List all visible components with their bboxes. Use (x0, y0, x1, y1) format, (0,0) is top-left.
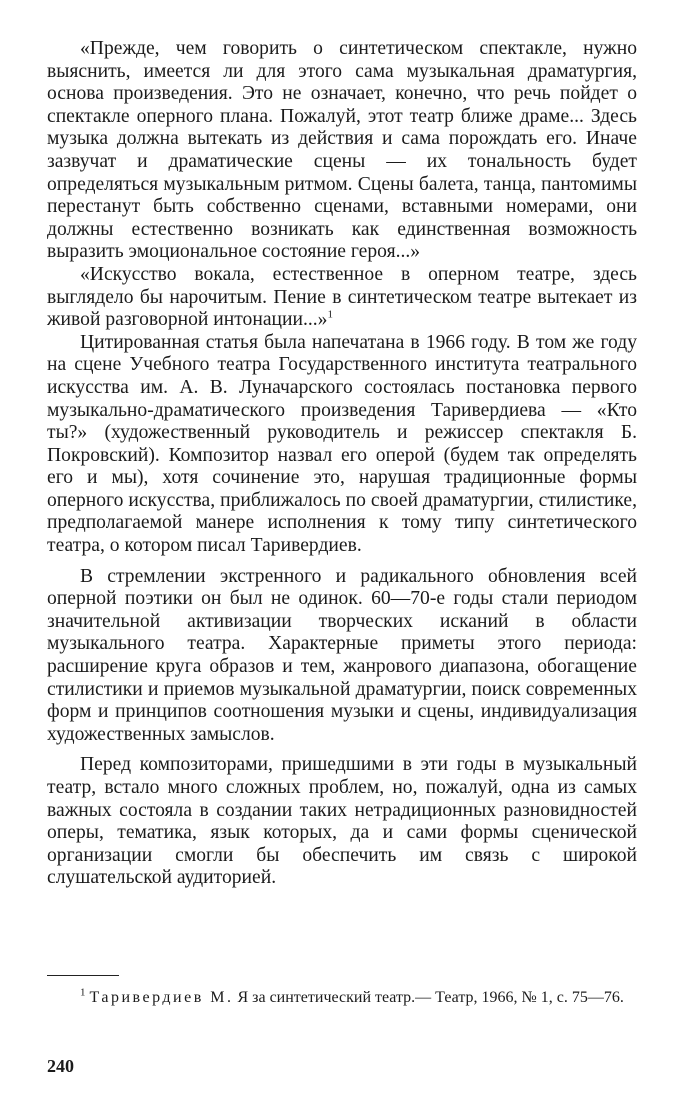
quote-paragraph-2 (47, 264, 637, 332)
body-paragraph-3: Перед композиторами, пришедшими в эти годы в музыкальный театр, встало много сложных проблем, но, пожалуй, одна из самых важных состояла в создании таких нетрадиционных разновидностей оперы, тематика, язык которых, да и сами формы сценической организации смогли бы обеспечить им связь с широкой слушательской аудиторией. (47, 754, 637, 889)
footnote (47, 987, 637, 1009)
footnote-text: Я за синтетический театр.— Театр, 1966, № 1, с. 75—76. (237, 989, 624, 1006)
footnote-divider (47, 975, 119, 976)
quote-paragraph-1: «Прежде, чем говорить о синтетическом спектакле, нужно выяснить, имеется ли для этого сама музыкальная драматургия, основа произведения. Это не означает, конечно, что речь пойдет о спектакле оперного плана. Пожалуй, этот театр ближе драме... Здесь музыка должна вытекать из действия и сама порождать его. Иначе зазвучат и драматические сцены — их тональность будет определяться музыкальным ритмом. Сцены балета, танца, пантомимы перестанут быть собственно сценами, вставными номерами, они должны естественно возникать как единственная возможность выразить эмоциональное состояние героя...» (47, 38, 637, 263)
body-paragraph-2: В стремлении экстренного и радикального обновления всей оперной поэтики он был не одинок. 60—70-е годы стали периодом значительной активизации творческих исканий в области музыкального театра. Характерные приметы этого периода: расширение круга образов и тем, жанрового диапазона, обогащение стилистики и приемов музыкальной драматургии, поиск современных форм и принципов соотношения музыки и сцены, индивидуализация художественных замыслов. (47, 565, 637, 745)
page-body (47, 38, 637, 890)
footnote-reference: 1 (327, 308, 333, 321)
page-number: 240 (47, 1056, 74, 1076)
quote-paragraph-2-text: «Искусство вокала, естественное в оперном театре, здесь выглядело бы нарочитым. Пение в синтетическом театре вытекает из живой разговорной интонации...» (47, 263, 637, 331)
footnote-marker: 1 (80, 986, 86, 999)
body-paragraph-1: Цитированная статья была напечатана в 1966 году. В том же году на сцене Учебного театра Государственного института театрального искусства им. А. В. Луначарского состоялась постановка первого музыкально-драматического произведения Таривердиева — «Кто ты?» (художественный руководитель и режиссер спектакля Б. Покровский). Композитор назвал его оперой (будем так определять его и мы), хотя сочинение это, нарушая традиционные формы оперного искусства, приближалось по своей драматургии, стилистике, предполагаемой манере исполнения к тому типу синтетического театра, о котором писал Таривердиев. (47, 331, 637, 557)
footnote-author: Таривердиев М. (89, 989, 234, 1006)
